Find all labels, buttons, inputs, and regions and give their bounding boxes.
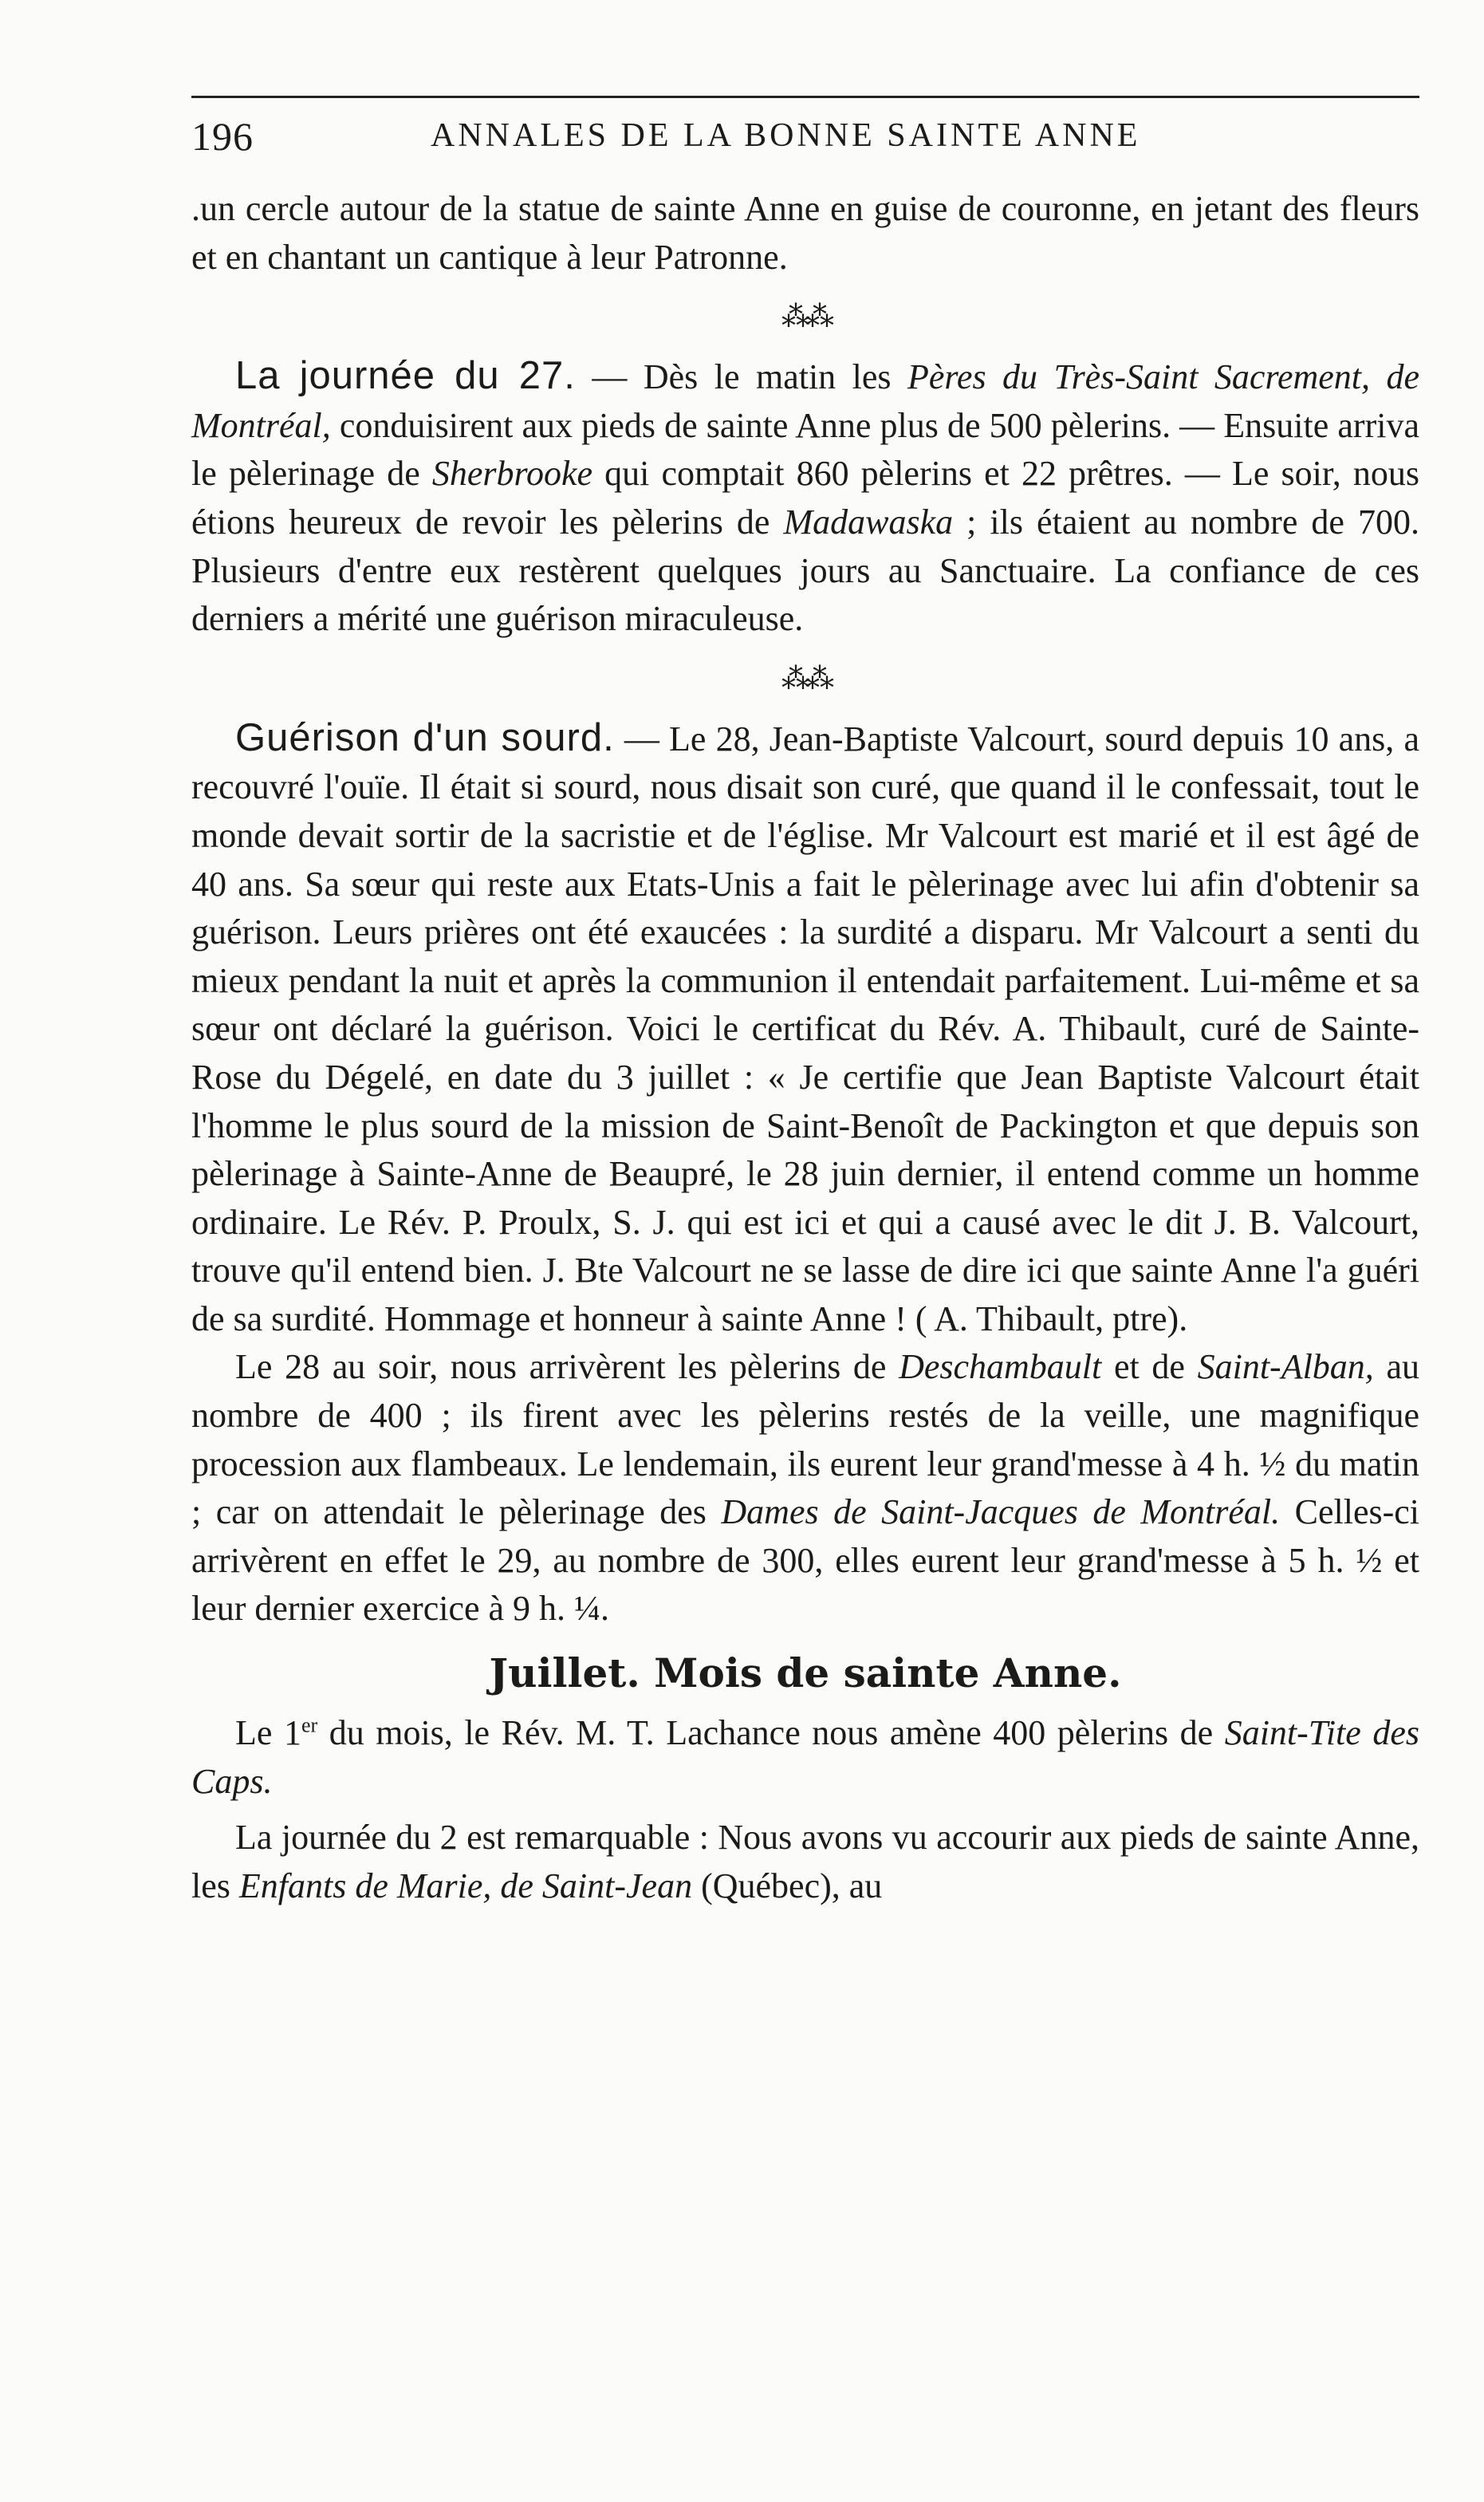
italic-run: Deschambault (899, 1347, 1102, 1387)
superscript: er (301, 1713, 318, 1737)
text-run: Le 1 (235, 1713, 301, 1753)
ornament-divider: ⁂⁂ (781, 301, 829, 333)
text-run: La journée du 2 est remarquable : Nous avons vu accourir aux pieds de sainte Anne, les (191, 1818, 1419, 1905)
text-run: Celles-ci arrivèrent en effet le 29, au nombre de 300, elles eurent leur grand'messe à 5 h. ½ et leur dernier exercice à 9 h. ¼. (191, 1492, 1420, 1629)
italic-run: Sherbrooke (431, 454, 593, 494)
italic-run: Saint-Alban, (1197, 1347, 1374, 1387)
page-number: 196 (191, 114, 254, 159)
text-run: du mois, le Rév. M. T. Lachance nous amène 400 pèlerins de (317, 1713, 1225, 1753)
paragraph-continuation: .un cercle autour de la statue de sainte Anne en guise de couronne, en jetant des fleurs et en chantant un cantique à leur Patronne. (191, 189, 1419, 277)
header-rule (191, 96, 1419, 98)
paragraph-journee-2 (191, 1814, 1419, 1910)
italic-run: Dames de Saint-Jacques de Montréal. (721, 1492, 1281, 1532)
running-title: ANNALES DE LA BONNE SAINTE ANNE (431, 117, 1141, 154)
text-run: conduisirent aux pieds de sainte Anne plus de 500 pèlerins. — Ensuite arriva le pèlerinage de (191, 405, 1419, 494)
page-body (191, 185, 1419, 1910)
paragraph-journee-27 (191, 352, 1419, 644)
text-run: qui comptait 860 pèlerins et 22 prêtres. — Le soir, nous étions heureux de revoir les pèlerins de (191, 454, 1419, 542)
text-run: — Dès le matin les (575, 357, 908, 397)
ornament-divider: ⁂⁂ (781, 662, 829, 695)
italic-run: Pères du Très-Saint Sacrement, de Montréal, (191, 357, 1420, 445)
section-lead: La journée du 27. (235, 354, 576, 398)
section-heading: Juillet. Mois de sainte Anne. (489, 1649, 1122, 1697)
paragraph-guerison (191, 714, 1419, 1344)
text-run: au nombre de 400 ; ils firent avec les pèlerins restés de la veille, une magnifique procession aux flambeaux. Le lendemain, ils eurent leur grand'messe à 4 h. ½ du matin ; car on attendait le pèlerinage des (191, 1347, 1420, 1532)
text-run: (Québec), au (692, 1866, 883, 1905)
paragraph-28-soir (191, 1343, 1419, 1633)
paragraph-1er-du-mois (191, 1709, 1419, 1806)
text-run: — Le 28, Jean-Baptiste Valcourt, sourd depuis 10 ans, a recouvré l'ouïe. Il était si sourd, nous disait son curé, que quand il le confessait, tout le monde devait sortir de la sacristie et de l'église. Mr Valcourt est marié et il est âgé de 40 ans. Sa sœur qui reste aux Etats-Unis a fait le pèlerinage avec lui afin d'obtenir sa guérison. Leurs prières ont été exaucées : la surdité a disparu. Mr Valcourt a senti du mieux pendant la nuit et après la communion il entendait parfaitement. Lui-même et sa sœur ont déclaré la guérison. Voici le certificat du Rév. A. Thibault, curé de Sainte-Rose du Dégelé, en date du 3 juillet : « Je certifie que Jean Baptiste Valcourt était l'homme le plus sourd de la mission de Saint-Benoît de Packington et que depuis son pèlerinage à Sainte-Anne de Beaupré, le 28 juin dernier, il entend comme un homme ordinaire. Le Rév. P. Proulx, S. J. qui est ici et qui a causé avec le dit J. B. Valcourt, trouve qu'il entend bien. J. Bte Valcourt ne se lasse de dire ici que sainte Anne l'a guéri de sa surdité. Hommage et honneur à sainte Anne ! ( A. Thibault, ptre). (191, 719, 1419, 1338)
text-run: ; ils étaient au nombre de 700. Plusieurs d'entre eux restèrent quelques jours au Sanctuaire. La confiance de ces derniers a mérité une guérison miraculeuse. (191, 502, 1419, 639)
page-header (191, 96, 1419, 160)
text-run: et de (1101, 1347, 1198, 1387)
italic-run: Enfants de Marie, de Saint-Jean (238, 1866, 693, 1905)
italic-run: Madawaska (783, 502, 954, 542)
section-lead: Guérison d'un sourd. (235, 715, 615, 759)
text-run: Le 28 au soir, nous arrivèrent les pèlerins de (235, 1347, 899, 1387)
italic-run: Saint-Tite des Caps. (191, 1713, 1419, 1801)
